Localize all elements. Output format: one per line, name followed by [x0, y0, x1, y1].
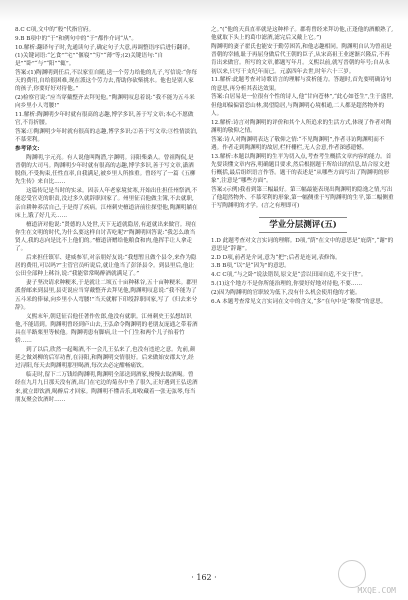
- paragraph: 9.B B项中的“于”和例句中的“于”都作介词“从”。: [15, 35, 137, 42]
- paragraph: 4.C C项,“与之卧”说法错误,原文是“尝以田园自适,不交于世”。: [211, 272, 367, 279]
- paragraph: 11.解析:此题考查对诗歌语言的理解与赏析能力。答题时,首先要明确诗句的意思,再分析其表达效果。: [211, 77, 392, 92]
- section-heading: [211, 217, 395, 231]
- watermark-logo-icon: [338, 560, 366, 588]
- watermark: [326, 560, 396, 595]
- page-number: · 162 ·: [191, 573, 217, 582]
- paragraph: 答案:(1)陶渊明到任后,不以家室自随,送一个劳力给他的儿子,写信说:“你每天的费用,自给很困难,现在派这个劳力去,帮助你砍柴挑水。他也是别人家的孩子,你要好好对待他。”: [15, 69, 198, 93]
- paragraph: 陶渊明,字元亮。有人说他叫陶潜,字渊明。浔阳柴桑人。曾祖陶侃,是晋朝的大司马。陶渊明少年时就有很高的志趣,博学多识,善于写文章,潇洒脱俗,不受拘束,任性直率,自我满足,被乡里人所推重。曾经写了一篇《五柳先生传》来自比……: [15, 154, 196, 186]
- paragraph: 后来担任镇军、建威参军,对亲朋好友说:“我想暂且做个县令,来作为隐居的费用,可以吗?”主管官员听说后,就让他当了彭泽县令。到县里后,他让公田全部种上秫谷,说:“我能常常喝醉酒就满足了。”: [15, 255, 197, 278]
- right-column: [211, 26, 395, 306]
- paragraph: 参考译文:: [15, 146, 40, 152]
- paragraph: 答案:诗人对陶渊明表达了敬仰之情:“不见陶渊明”,作者寻访陶渊明而不遇。作者走到陶渊明的故居,栏杆栅栏,无人会意,作者深感遗憾。: [211, 136, 385, 151]
- paragraph: 11.解析:陶渊明少年时就有很高的志趣,博学多识,善于写文章;本心不愿做官,不肯折腰。: [15, 112, 194, 127]
- watermark-text: MXQE.COM: [357, 586, 396, 595]
- paragraph: 答案:①陶渊明少年时就有很高的志趣,博学多识;②善于写文章;③性情淡泊,不慕荣利。: [15, 129, 198, 144]
- paragraph: 这篇传记是当时的实录。因亲人年老家境贫寒,开始出仕担任州祭酒,不能忍受官吏的职责,没过多久就辞职回家了。州里征召他做主簿,不去就职,亲自耕种养活自己,于是得了疾病。江州刺史檀道济前往探望他,陶渊明躺在床上,饿了好几天……: [15, 188, 198, 219]
- paragraph: 檀道济对他说:“贤德的人处世,天下无道就隐居,有道就出来做官。现在你生在文明的时代,为什么要这样自讨苦吃呢?”陶渊明回答说:“我怎么敢当贤人,我的志向是比不上他们的。”檀道济赠给他粮食和肉,他挥手让人拿走了。: [15, 221, 197, 253]
- paragraph: 2.D D项,前者是介词,意为“把”;后者是连词,表修饰。: [211, 254, 341, 261]
- paragraph: 答案:白居易是一位很有个性的诗人,他“甘向苍林”,“此心如苍生”,生于盛世,但他却偏偏留恋山林,渴望隐居,与陶渊明心境相通,二人都是超然物外的人。: [211, 94, 394, 117]
- paragraph: (2)检察官说:“应当穿戴整齐去拜见他。”陶渊明叹息着说:“我不能为五斗米向乡里小人弯腰!”: [15, 95, 195, 110]
- paragraph: 答案:(示例)我看到第三幅最好。第三幅最能表现出陶渊明的隐逸之情,写出了他超然物外、不慕荣利的形象,第一幅侧重于写陶渊明的生平,第二幅侧重于写陶渊明的才学。(言之有理即可): [211, 187, 394, 210]
- paragraph: 义熙末年,朝廷征召他任著作佐郎,他没有就职。江州刺史王弘想结识他,不能请到。陶渊明曾经到庐山去,王弘命令陶渊明的老朋友庞通之带着酒具在半路栗里等候他。陶渊明患有脚病,让一个门生和两个儿子抬着竹轿……: [15, 313, 198, 345]
- paragraph: 12.解析:诗言对陶渊明的评价和其个人所追求的生活方式,体现了作者对陶渊明的敬仰之情。: [211, 119, 392, 134]
- paragraph: 1.D 此题考查对文言实词的理解。D项,“荫”在文中的意思是“庇荫”,“谢”的意思是“辞谢”。: [211, 237, 394, 252]
- left-column: [15, 26, 198, 405]
- section-title: 学业分层测评(五): [259, 217, 347, 233]
- paragraph: 临走时,留下二万钱给陶渊明,陶渊明全部送到酒家,慢慢去取酒喝。曾经在九月九日那天没有酒,出门在宅边的菊丛中坐了很久,正好遇到王弘送酒来,就立即饮酒,喝醉后才回家。陶渊明不懂音乐,却收藏着一张无弦琴,每当朋友聚会饮酒时……: [15, 372, 198, 403]
- paragraph: 10.解析:翻译句子时,先通读句子,确定句子大意,再调整语序后进行翻译。(1)关键词语:“乞食”“宅”“偃寝”“穷”“薄”等;(2)关键语句:“自是”“卧”“与”“阳”“辄”。: [15, 44, 194, 67]
- paragraph: 6.A 本题考查常见文言实词在文中的含义,“多”在句中是“称赞”的意思。: [211, 298, 387, 305]
- paragraph: 3.B B项,“以”是“因为”的意思。: [211, 263, 290, 270]
- paragraph: 陶渊明的妻子翟氏也能安于勤劳困苦,和他志趣相同。陶渊明自认为曾祖是晋朝的宰辅,耻于再屈身做后代王朝的臣子,从宋高祖王业逐渐兴隆后,不再肯出来做官。所写的文章,都题写年月。义熙以前,就写晋朝的年号;自从永初以来,只写干支纪年而已。元嘉四年去世,时年六十三岁。: [211, 44, 392, 75]
- paragraph: 8.C C项,文中的“般”代指官府。: [15, 27, 95, 33]
- paragraph: 13.解析:本题以陶渊明的生平为切入点,考查考生概括文章内容的能力。首先要读懂文章内容,明确题目要求,然后根据题干所给出的信息,结合原文进行概括,最后组织语言作答。题干的表述是“从哪些方面写出了陶渊明的形象”,注意是“哪些方面”。: [211, 153, 392, 185]
- paragraph: 到了以后,欣然一起喝酒,不一会儿王弘来了,也没有违逆之意。先前,颜延之做刘柳的后军功曹,在浔阳,和陶渊明交情很好。后来做始安郡太守,经过浔阳,每天去陶渊明那里喝酒,每次去必定酣畅痛饮。: [15, 347, 196, 370]
- paragraph: (2)因为陶渊明的官职较为低下,没有什么机会使用他的才能。: [211, 289, 361, 296]
- paragraph: 之。”(“他的天真直率就是这种样子。郡将曾经来拜访他,正逢他的酒酿熟了,他就取下头上的葛巾滤酒,滤完后又戴上它。”): [211, 27, 394, 42]
- scanned-header-blur: [0, 0, 408, 22]
- paragraph: 妻子坚决请求种粳米,于是就让二顷五十亩种秫谷,五十亩种粳米。郡里派督邮来到县里,县吏说应当穿戴整齐去拜见他,陶渊明叹息说:“我不能为了五斗米的俸禄,向乡里小人弯腰!”当天就解下印绶辞职回家,写了《归去来兮辞》。: [15, 280, 198, 311]
- paragraph: 5.(1)这个地方不是你所能治理的,你要好好地对待他,不要……: [211, 281, 363, 288]
